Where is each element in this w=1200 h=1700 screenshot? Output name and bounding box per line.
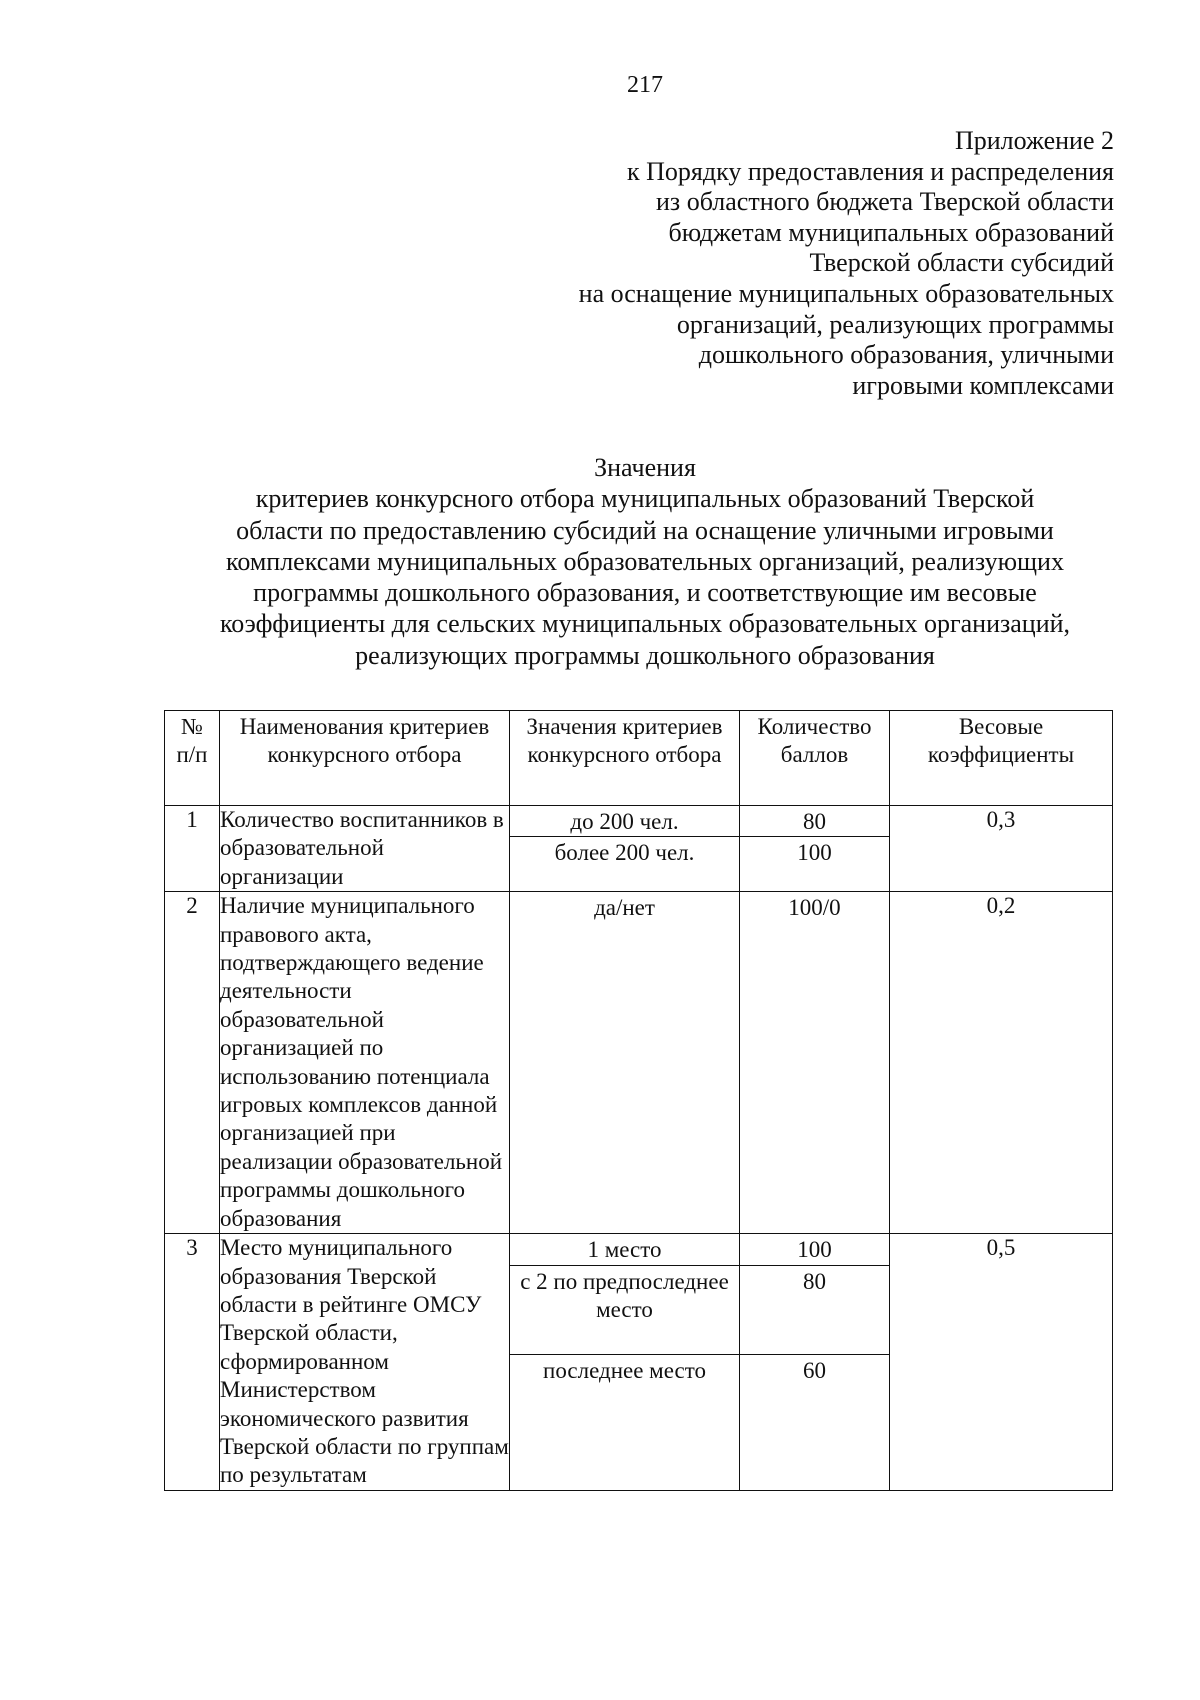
points-value: 60: [803, 1357, 826, 1383]
criterion-value: да/нет: [594, 895, 655, 921]
appendix-line: из областного бюджета Тверской области: [656, 187, 1114, 217]
points-cell: [740, 806, 890, 892]
points-value: 80: [740, 806, 889, 837]
appendix-line: бюджетам муниципальных образований: [668, 217, 1114, 247]
points-value: 100: [740, 1234, 889, 1265]
weight-value: 0,3: [890, 806, 1113, 892]
row-number: 3: [165, 1234, 220, 1491]
title-line: области по предоставлению субсидий на оснащение уличными игровыми: [236, 515, 1054, 545]
criterion-name: Место муниципального образования Тверской области в рейтинге ОМСУ Тверской области, сформированном Министерством экономического развития Тверской области по группам по результатам: [220, 1234, 510, 1491]
criterion-name: Наличие муниципального правового акта, подтверждающего ведение деятельности образовательной организацией по использованию потенциала игровых комплексов данной организацией при реализации образовательной программы дошкольного образования: [220, 892, 510, 1234]
title-line: критериев конкурсного отбора муниципальных образований Тверской: [255, 484, 1035, 514]
header-number: № п/п: [165, 711, 220, 806]
criterion-value: 1 место: [510, 1234, 739, 1265]
title-line: реализующих программы дошкольного образования: [355, 640, 935, 670]
appendix-reference: [579, 126, 1114, 401]
points-value: 100/0: [788, 895, 841, 921]
header-criterion-name: Наименования критериев конкурсного отбора: [220, 711, 510, 806]
appendix-line: на оснащение муниципальных образовательных: [578, 278, 1114, 308]
title-line: коэффициенты для сельских муниципальных образовательных организаций,: [219, 609, 1071, 639]
table-row: [165, 806, 1113, 892]
appendix-line: к Порядку предоставления и распределения: [626, 156, 1114, 186]
criterion-value: с 2 по предпоследнее место: [510, 1266, 739, 1355]
weight-value: 0,2: [890, 892, 1113, 1234]
criterion-value: более 200 чел.: [554, 840, 695, 866]
table-row: [165, 1234, 1113, 1491]
criterion-values: [510, 806, 740, 892]
row-number: 2: [165, 892, 220, 1234]
appendix-line: игровыми комплексами: [852, 370, 1114, 400]
appendix-line: Тверской области субсидий: [809, 248, 1114, 278]
criterion-values: [510, 892, 740, 1234]
appendix-line: организаций, реализующих программы: [676, 309, 1114, 339]
criteria-table: [164, 710, 1113, 1491]
page-number: 217: [627, 72, 663, 98]
points-value: 80: [740, 1266, 889, 1355]
title-line: комплексами муниципальных образовательных организаций, реализующих: [226, 546, 1064, 576]
header-weights: Весовые коэффициенты: [890, 711, 1113, 806]
weight-value: 0,5: [890, 1234, 1113, 1491]
header-criterion-values: Значения критериев конкурсного отбора: [510, 711, 740, 806]
header-points: Количество баллов: [740, 711, 890, 806]
title-line: программы дошкольного образования, и соответствующие им весовые: [253, 578, 1037, 608]
table-header-row: [165, 711, 1113, 806]
criterion-value: до 200 чел.: [510, 806, 739, 837]
points-cell: [740, 892, 890, 1234]
document-title: [150, 452, 1140, 671]
points-cell: [740, 1234, 890, 1491]
appendix-line: Приложение 2: [954, 126, 1114, 155]
title-heading: Значения: [594, 453, 696, 482]
appendix-line: дошкольного образования, уличными: [698, 340, 1114, 370]
criterion-values: [510, 1234, 740, 1491]
table-row: [165, 892, 1113, 1234]
criterion-value: последнее место: [543, 1357, 706, 1383]
row-number: 1: [165, 806, 220, 892]
points-value: 100: [797, 840, 832, 866]
criterion-name: Количество воспитанников в образовательной организации: [220, 806, 510, 892]
